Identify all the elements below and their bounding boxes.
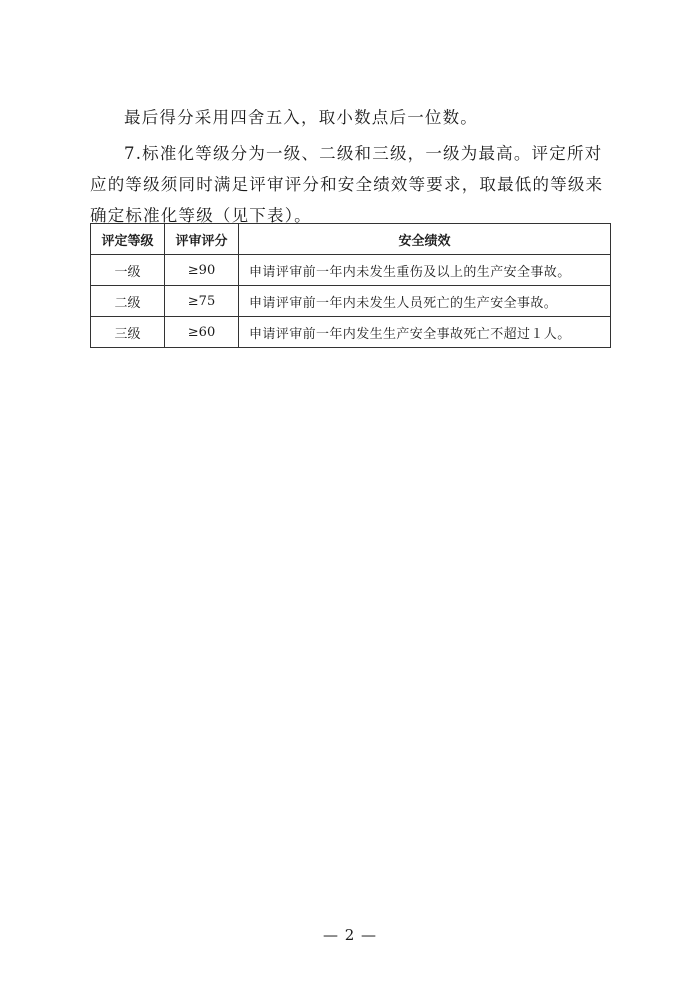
safety-performance-cell: 申请评审前一年内未发生重伤及以上的生产安全事故。 bbox=[239, 255, 611, 286]
paragraph-rounding-rule: 最后得分采用四舍五入，取小数点后一位数。 bbox=[124, 108, 478, 127]
page-number: — 2 — bbox=[322, 926, 378, 944]
grade-cell: 二级 bbox=[91, 286, 165, 317]
table-row bbox=[91, 317, 611, 348]
table-header-row bbox=[91, 224, 611, 255]
paragraph-grading-rule: 7.标准化等级分为一级、二级和三级，一级为最高。评定所对应的等级须同时满足评审评分和安全绩效等要求，取最低的等级来确定标准化等级（见下表）。 bbox=[90, 144, 604, 225]
grade-table bbox=[90, 223, 611, 348]
score-cell: ≥75 bbox=[165, 286, 239, 317]
score-cell: ≥60 bbox=[165, 317, 239, 348]
safety-performance-cell: 申请评审前一年内未发生人员死亡的生产安全事故。 bbox=[239, 286, 611, 317]
table-row bbox=[91, 286, 611, 317]
score-cell: ≥90 bbox=[165, 255, 239, 286]
safety-performance-cell: 申请评审前一年内发生生产安全事故死亡不超过１人。 bbox=[239, 317, 611, 348]
grade-cell: 一级 bbox=[91, 255, 165, 286]
table-row bbox=[91, 255, 611, 286]
header-score: 评审评分 bbox=[165, 224, 239, 255]
header-grade: 评定等级 bbox=[91, 224, 165, 255]
header-safety-performance: 安全绩效 bbox=[239, 224, 611, 255]
grade-cell: 三级 bbox=[91, 317, 165, 348]
